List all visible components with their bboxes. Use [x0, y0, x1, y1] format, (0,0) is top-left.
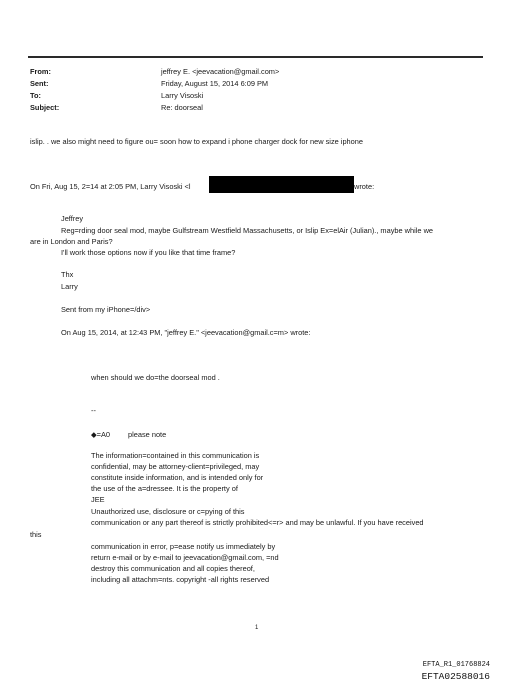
disclaimer-line-8: communication in error, p=ease notify us immediately by: [91, 542, 276, 551]
page-number: 1: [255, 625, 259, 631]
sign-thx: Thx: [61, 270, 74, 279]
subject-label: Subject:: [30, 103, 60, 112]
note-marker: ◆=A0: [91, 430, 111, 439]
quote-1-suffix: wrote:: [354, 182, 375, 191]
sent-value: Friday, August 15, 2014 6:09 PM: [161, 79, 269, 88]
sign-larry: Larry: [61, 282, 78, 291]
disclaimer-line-11: including all attachm=nts. copyright -all rights reserved: [91, 575, 270, 584]
quote-1-prefix: On Fri, Aug 15, 2=14 at 2:05 PM, Larry Visoski <l: [30, 182, 191, 191]
disclaimer-line-10: destroy this communication and all copies thereof,: [91, 564, 255, 573]
question: when should we do=the doorseal mod .: [91, 373, 220, 382]
greeting: Jeffrey: [61, 214, 84, 223]
redaction-box: [209, 176, 354, 193]
sent-from: Sent from my iPhone=/div>: [61, 305, 151, 314]
disclaimer-line-3: constitute inside information, and is intended only for: [91, 473, 264, 482]
disclaimer-this: this: [30, 530, 42, 539]
dashes: --: [91, 406, 96, 415]
para-1-line-2: are in London and Paris?: [30, 237, 113, 246]
to-value: Larry Visoski: [161, 91, 204, 100]
disclaimer-line-7: communication or any part thereof is strictly prohibited<=r> and may be unlawful. If you have received: [91, 518, 424, 527]
para-1-line-1: Reg=rding door seal mod, maybe Gulfstream Westfield Massachusetts, or Islip Ex=elAir (Julian)., maybe while we: [61, 226, 434, 235]
from-value: jeffrey E. <jeevacation@gmail.com>: [161, 67, 280, 76]
disclaimer-line-1: The information=contained in this communication is: [91, 451, 260, 460]
subject-value: Re: doorseal: [161, 103, 203, 112]
footer-id-2: EFTA02588016: [421, 671, 490, 682]
footer-id-1: EFTA_R1_01768824: [422, 661, 490, 669]
body-line-1: islip. . we also might need to figure ou= soon how to expand i phone charger dock for new size iphone: [30, 137, 363, 146]
disclaimer-line-4: the use of the a=dressee. It is the property of: [91, 484, 238, 493]
note-text: please note: [128, 430, 167, 439]
from-label: From:: [30, 67, 51, 76]
disclaimer-line-6: Unauthorized use, disclosure or c=pying of this: [91, 507, 245, 516]
sent-label: Sent:: [30, 79, 49, 88]
para-1-line-3: I'll work those options now if you like that time frame?: [61, 248, 236, 257]
quote-2: On Aug 15, 2014, at 12:43 PM, "jeffrey E." <jeevacation@gmail.c=m> wrote:: [61, 328, 311, 337]
header-rule: [28, 56, 483, 58]
to-label: To:: [30, 91, 41, 100]
disclaimer-line-5: JEE: [91, 495, 105, 504]
disclaimer-line-9: return e-mail or by e-mail to jeevacation@gmail.com, =nd: [91, 553, 279, 562]
disclaimer-line-2: confidential, may be attorney-client=privileged, may: [91, 462, 260, 471]
